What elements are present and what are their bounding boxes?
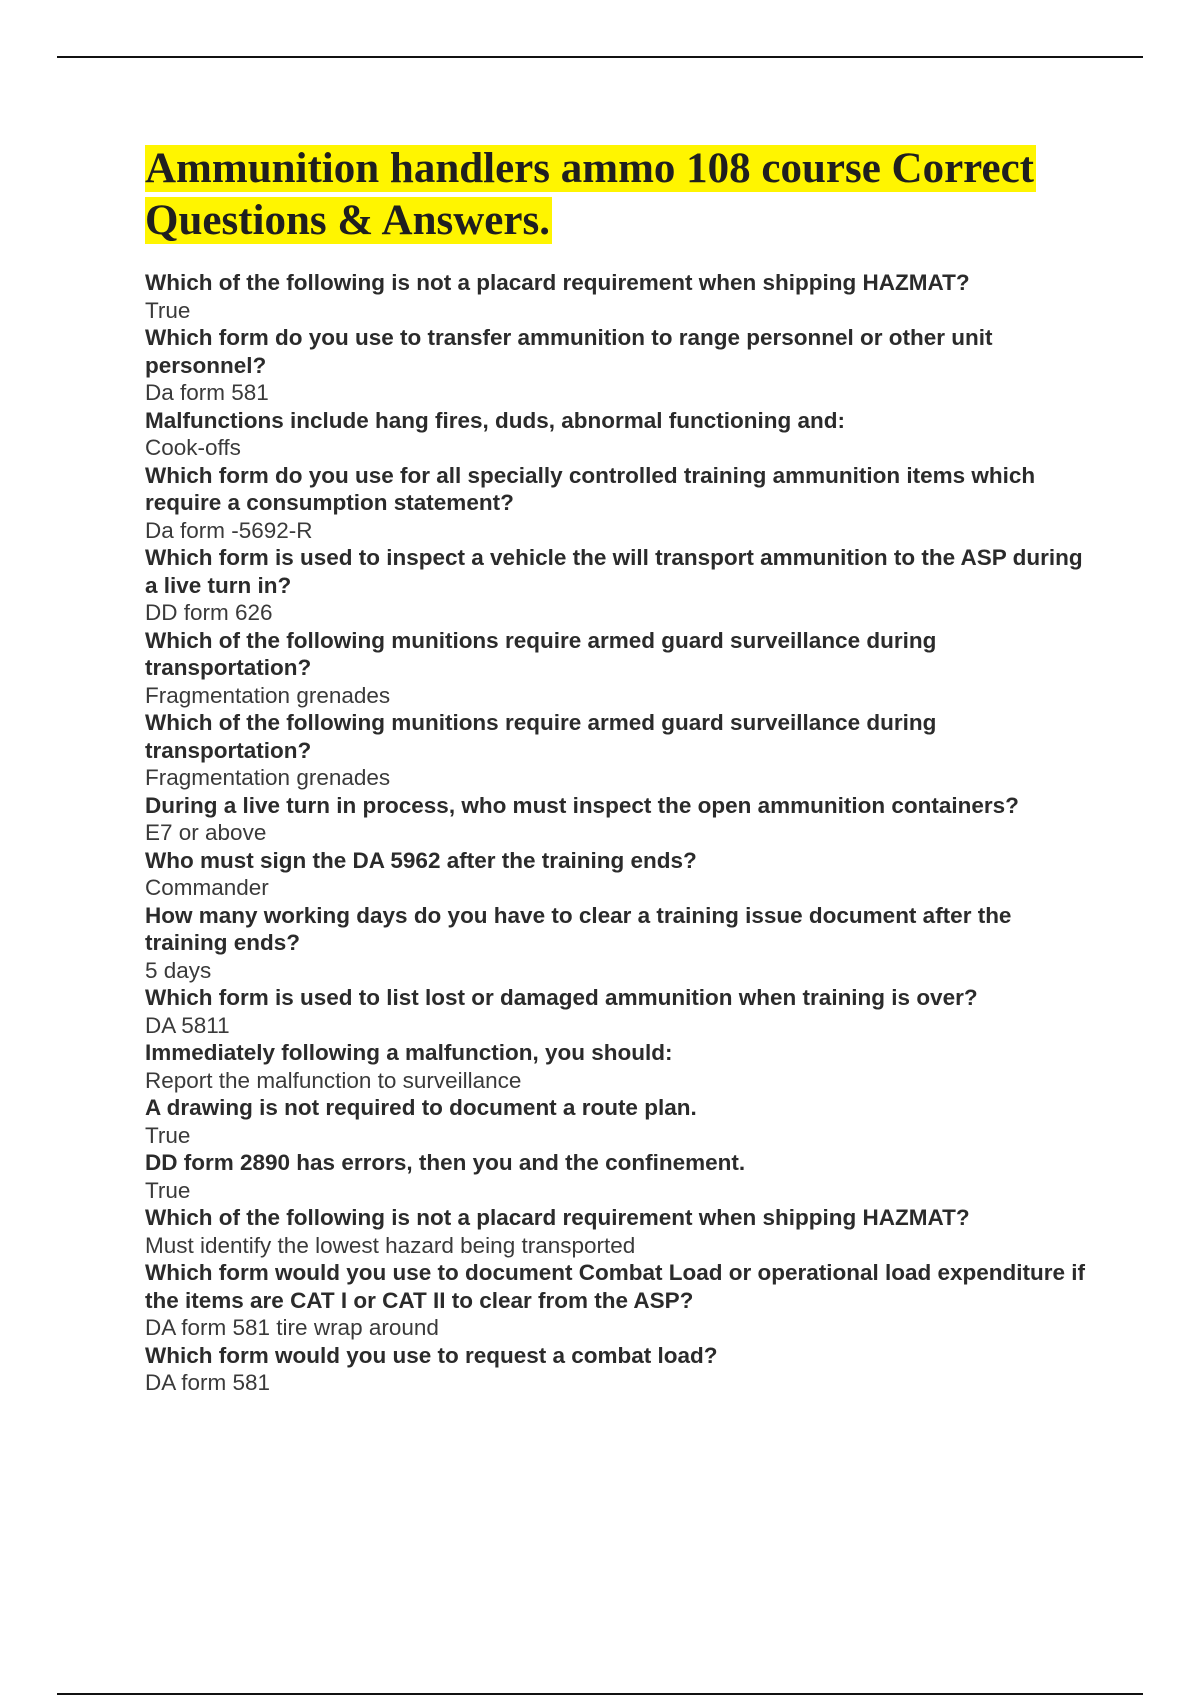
- question: Immediately following a malfunction, you should:: [145, 1040, 673, 1065]
- document-title: [145, 143, 1095, 247]
- question: Who must sign the DA 5962 after the training ends?: [145, 847, 697, 873]
- answer: Da form 581: [145, 380, 269, 405]
- question: Which of the following is not a placard requirement when shipping HAZMAT?: [145, 270, 970, 295]
- qa-item: [145, 847, 1095, 902]
- qa-item: [145, 1204, 1095, 1259]
- question: Malfunctions include hang fires, duds, abnormal functioning and:: [145, 407, 846, 433]
- question: Which form is used to list lost or damaged ammunition when training is over?: [145, 985, 978, 1010]
- qa-item: [145, 984, 1095, 1039]
- answer: DA form 581: [145, 1370, 271, 1395]
- bottom-rule: [57, 1693, 1143, 1695]
- top-rule: [57, 56, 1143, 58]
- qa-list: [145, 269, 1095, 1397]
- qa-item: [145, 269, 1095, 324]
- answer: E7 or above: [145, 820, 267, 845]
- qa-item: [145, 324, 1095, 407]
- question: Which of the following munitions require armed guard surveillance during transportation?: [145, 627, 937, 680]
- answer: Report the malfunction to surveillance: [145, 1067, 522, 1093]
- qa-item: [145, 627, 1095, 710]
- qa-item: [145, 407, 1095, 462]
- question: A drawing is not required to document a route plan.: [145, 1095, 697, 1120]
- qa-item: [145, 709, 1095, 792]
- title-highlight: Ammunition handlers ammo 108 course Correct Questions & Answers.: [145, 145, 1034, 244]
- question: Which form would you use to document Combat Load or operational load expenditure if the items are CAT I or CAT II to clear from the ASP?: [145, 1260, 1086, 1313]
- qa-item: [145, 1039, 1095, 1094]
- answer: True: [145, 297, 191, 323]
- answer: True: [145, 1122, 191, 1148]
- document-body: [145, 143, 1095, 1397]
- question: Which form do you use for all specially controlled training ammunition items which require a consumption statement?: [145, 462, 1036, 515]
- answer: DA form 581 tire wrap around: [145, 1315, 439, 1340]
- answer: Da form -5692-R: [145, 517, 313, 543]
- question: Which of the following is not a placard requirement when shipping HAZMAT?: [145, 1205, 970, 1230]
- answer: DA 5811: [145, 1012, 230, 1038]
- qa-item: [145, 792, 1095, 847]
- qa-item: [145, 1259, 1095, 1342]
- question: DD form 2890 has errors, then you and the confinement.: [145, 1150, 746, 1175]
- qa-item: [145, 462, 1095, 545]
- answer: DD form 626: [145, 600, 273, 625]
- answer: True: [145, 1177, 191, 1203]
- qa-item: [145, 1149, 1095, 1204]
- answer: Fragmentation grenades: [145, 682, 391, 708]
- question: How many working days do you have to clear a training issue document after the training ends?: [145, 902, 1012, 955]
- qa-item: [145, 1342, 1095, 1397]
- answer: 5 days: [145, 957, 212, 983]
- qa-item: [145, 544, 1095, 627]
- question: During a live turn in process, who must inspect the open ammunition containers?: [145, 792, 1019, 818]
- question: Which form would you use to request a combat load?: [145, 1342, 718, 1368]
- question: Which form is used to inspect a vehicle the will transport ammunition to the ASP during a live turn in?: [145, 545, 1083, 598]
- question: Which form do you use to transfer ammunition to range personnel or other unit personnel?: [145, 325, 993, 378]
- qa-item: [145, 1094, 1095, 1149]
- answer: Must identify the lowest hazard being transported: [145, 1232, 636, 1258]
- answer: Cook-offs: [145, 435, 241, 460]
- answer: Commander: [145, 875, 269, 900]
- question: Which of the following munitions require armed guard surveillance during transportation?: [145, 710, 937, 763]
- answer: Fragmentation grenades: [145, 765, 391, 790]
- qa-item: [145, 902, 1095, 985]
